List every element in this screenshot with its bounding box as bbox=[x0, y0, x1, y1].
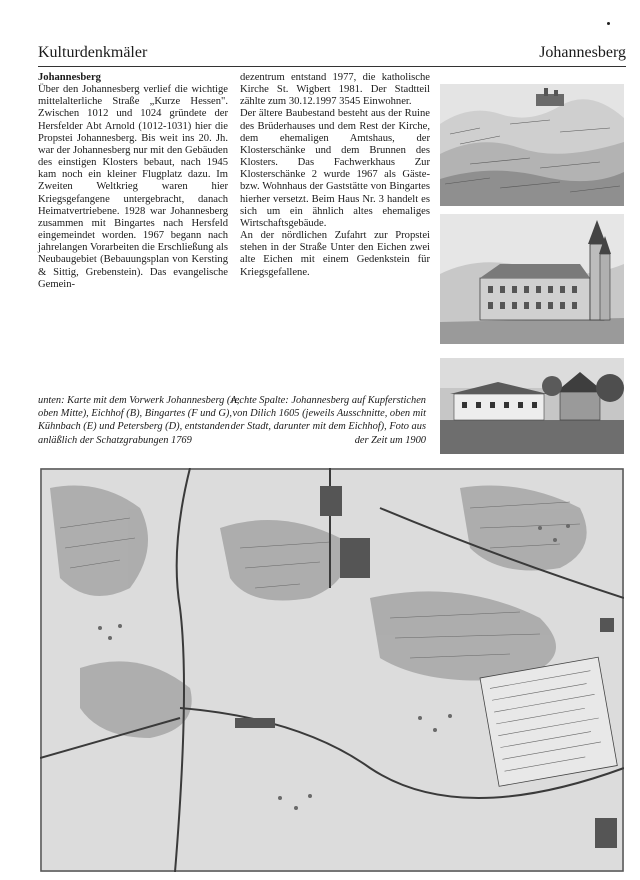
engraving-eichhof-castle bbox=[440, 214, 624, 344]
photo-farm-buildings bbox=[440, 358, 624, 454]
caption-map: unten: Karte mit dem Vorwerk Johannesberg (A, oben Mitte), Eichhof (B), Bingartes (F und G), Kühnbach (E) und Petersberg (D), entstanden anläßlich der Schatzgrabungen 1769 bbox=[38, 395, 240, 446]
paragraph: Der ältere Baubestand besteht aus der Ruine des Brüderhauses und dem Rest der Kirche, dem ehemaligen Amtshaus, der Klosterschänke und dem Brunnen des Klosters. Das Fachwerkhaus Zur Klosterschänke 2 wurde 1967 als Gäste- bzw. Wohnhaus der Gaststätte von Bingartes hierher versetzt. Beim Haus Nr. 3 handelt es sich um ein ähnlich altes ehemaliges Wirtschaftsgebäude. bbox=[240, 108, 430, 229]
section-title: Kulturdenkmäler bbox=[38, 44, 148, 61]
paragraph: An der nördlichen Zufahrt zur Propstei stehen in der Straße Unter den Eichen zwei alte Eichen mit einem Gedenkstein für Kriegsgefallene. bbox=[240, 230, 430, 278]
paragraph: Über den Johannesberg verlief die wichtige mittelalterliche Straße „Kurze Hessen". Zwischen 1012 und 1024 gründete der Hersfelder Abt Arnold (1012-1031) hier die Propstei Johannesberg. Bis weit ins 20. Jh. war der Johannesberg nur mit den Gebäuden des einstigen Klosters bebaut, nach 1945 kam noch ein kleiner Flugplatz dazu. Im Zweiten Weltkrieg waren hier Kriegsgefangene untergebracht, danach Heimatvertriebene. 1928 war Johannesberg zusammen mit Bingartes nach Hersfeld eingemeindet worden. 1967 begann nach jahrelangen Vorarbeiten die Erschließung als Neubaugebiet (Bebauungsplan von Kersting & Sittig, Grebenstein). Das evangelische Gemein- bbox=[38, 84, 228, 290]
paragraph: dezentrum entstand 1977, die katholische Kirche St. Wigbert 1981. Der Stadtteil zählte zum 30.12.1997 3545 Einwohner. bbox=[240, 72, 430, 108]
header-rule bbox=[38, 66, 626, 67]
article-heading: Johannesberg bbox=[38, 72, 101, 83]
engraving-landscape-town bbox=[440, 84, 624, 206]
page-mark bbox=[607, 22, 610, 25]
text-column-1 bbox=[38, 72, 228, 291]
page-place-title: Johannesberg bbox=[539, 44, 626, 61]
historic-map-1769 bbox=[40, 468, 624, 872]
text-column-2 bbox=[240, 72, 430, 279]
caption-images: rechte Spalte: Johannesberg auf Kupferstichen von Dilich 1605 (jeweils Ausschnitte, oben mit der Stadt, darunter mit dem Eichhof), Foto aus der Zeit um 1900 bbox=[230, 395, 426, 446]
